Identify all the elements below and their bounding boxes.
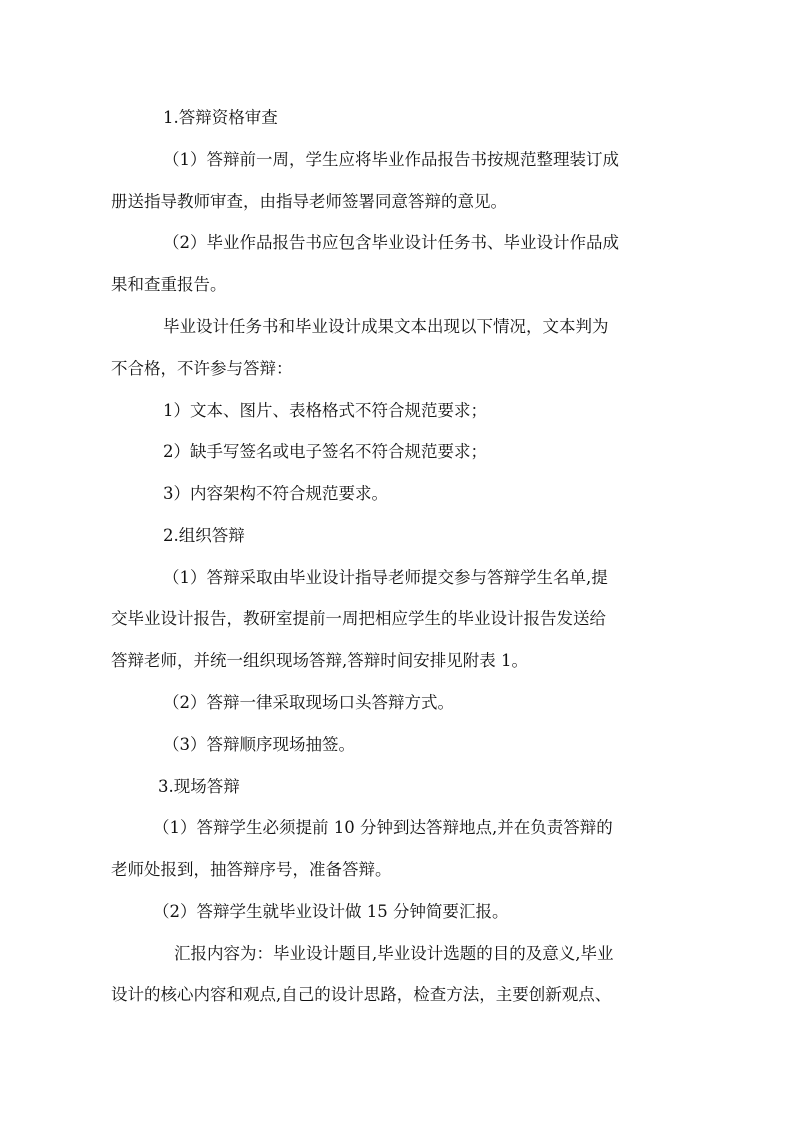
paragraph-line: 老师处报到，抽答辩序号，准备答辩。 [111,860,392,879]
paragraph-line: 汇报内容为：毕业设计题目,毕业设计选题的目的及意义,毕业 [174,944,614,963]
paragraph-line: 答辩老师，并统一组织现场答辩,答辩时间安排见附表 1。 [111,651,528,670]
section-heading-1: 1.答辩资格审查 [163,108,278,127]
paragraph-line: （1）答辩学生必须提前 10 分钟到达答辩地点,并在负责答辩的 [153,818,613,837]
paragraph-line: （3）答辩顺序现场抽签。 [163,735,355,754]
list-item: 3）内容架构不符合规范要求。 [163,484,388,503]
paragraph-line: （2）毕业作品报告书应包含毕业设计任务书、毕业设计作品成 [163,233,619,252]
paragraph-line: 设计的核心内容和观点,自己的设计思路，检查方法，主要创新观点、 [111,985,612,1004]
paragraph-line: （1）答辩采取由毕业设计指导老师提交参与答辩学生名单,提 [163,568,608,587]
section-heading-2: 2.组织答辩 [163,526,245,545]
list-item: 1）文本、图片、表格格式不符合规范要求； [163,401,487,420]
paragraph-line: 册送指导教师审查，由指导老师签署同意答辩的意见。 [111,192,507,211]
list-item: 2）缺手写签名或电子签名不符合规范要求； [163,442,487,461]
paragraph-line: （2）答辩一律采取现场口头答辩方式。 [163,693,454,712]
paragraph-line: （2）答辩学生就毕业设计做 15 分钟简要汇报。 [153,902,509,921]
paragraph-line: 交毕业设计报告，教研室提前一周把相应学生的毕业设计报告发送给 [111,609,606,628]
paragraph-line: （1）答辩前一周，学生应将毕业作品报告书按规范整理装订成 [163,150,619,169]
paragraph-line: 不合格，不许参与答辩： [111,359,293,378]
paragraph-line: 果和查重报告。 [111,275,227,294]
section-heading-3: 3.现场答辩 [158,777,240,796]
paragraph-line: 毕业设计任务书和毕业设计成果文本出现以下情况，文本判为 [163,317,609,336]
